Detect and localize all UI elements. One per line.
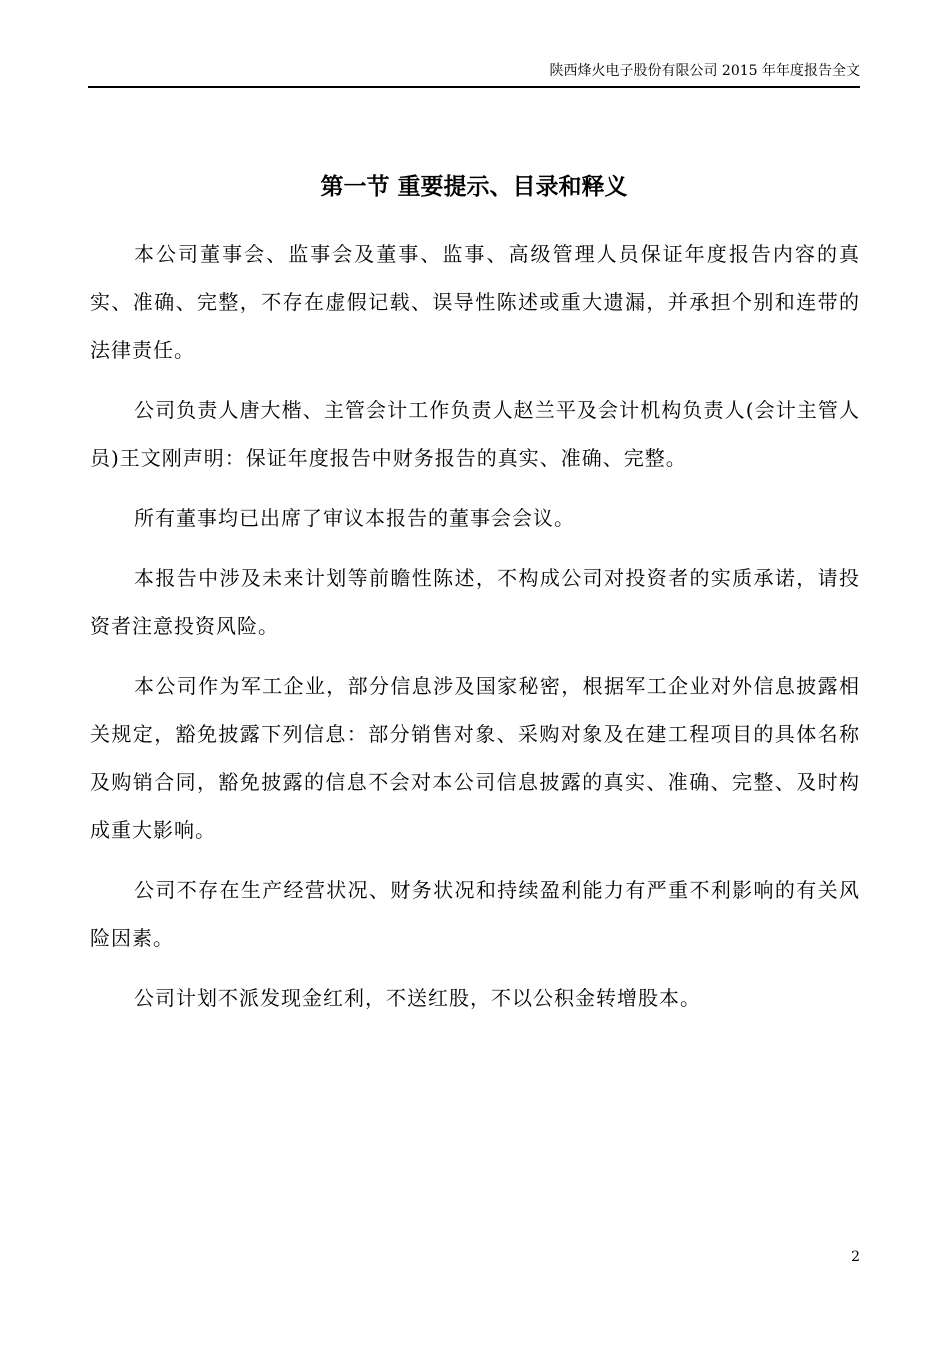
header-divider <box>88 86 860 88</box>
page-number: 2 <box>851 1249 860 1265</box>
paragraph-responsible-persons: 公司负责人唐大楷、主管会计工作负责人赵兰平及会计机构负责人(会计主管人员)王文刚声明：保证年度报告中财务报告的真实、准确、完整。 <box>90 398 860 470</box>
running-header: 陕西烽火电子股份有限公司 2015 年年度报告全文 <box>549 63 860 79</box>
paragraph-director-attendance: 所有董事均已出席了审议本报告的董事会会议。 <box>134 506 575 530</box>
paragraph-risk-factors: 公司不存在生产经营状况、财务状况和持续盈利能力有严重不利影响的有关风险因素。 <box>90 878 860 950</box>
paragraph-disclosure-exemption: 本公司作为军工企业，部分信息涉及国家秘密，根据军工企业对外信息披露相关规定，豁免披露下列信息：部分销售对象、采购对象及在建工程项目的具体名称及购销合同，豁免披露的信息不会对本公司信息披露的真实、准确、完整、及时构成重大影响。 <box>90 674 860 842</box>
section-title: 第一节 重要提示、目录和释义 <box>320 173 628 201</box>
body-text <box>90 230 860 1034</box>
paragraph-forward-looking: 本报告中涉及未来计划等前瞻性陈述，不构成公司对投资者的实质承诺，请投资者注意投资风险。 <box>90 566 860 638</box>
paragraph-dividend-plan: 公司计划不派发现金红利，不送红股，不以公积金转增股本。 <box>134 986 701 1010</box>
paragraph-board-guarantee: 本公司董事会、监事会及董事、监事、高级管理人员保证年度报告内容的真实、准确、完整，不存在虚假记载、误导性陈述或重大遗漏，并承担个别和连带的法律责任。 <box>90 242 860 362</box>
